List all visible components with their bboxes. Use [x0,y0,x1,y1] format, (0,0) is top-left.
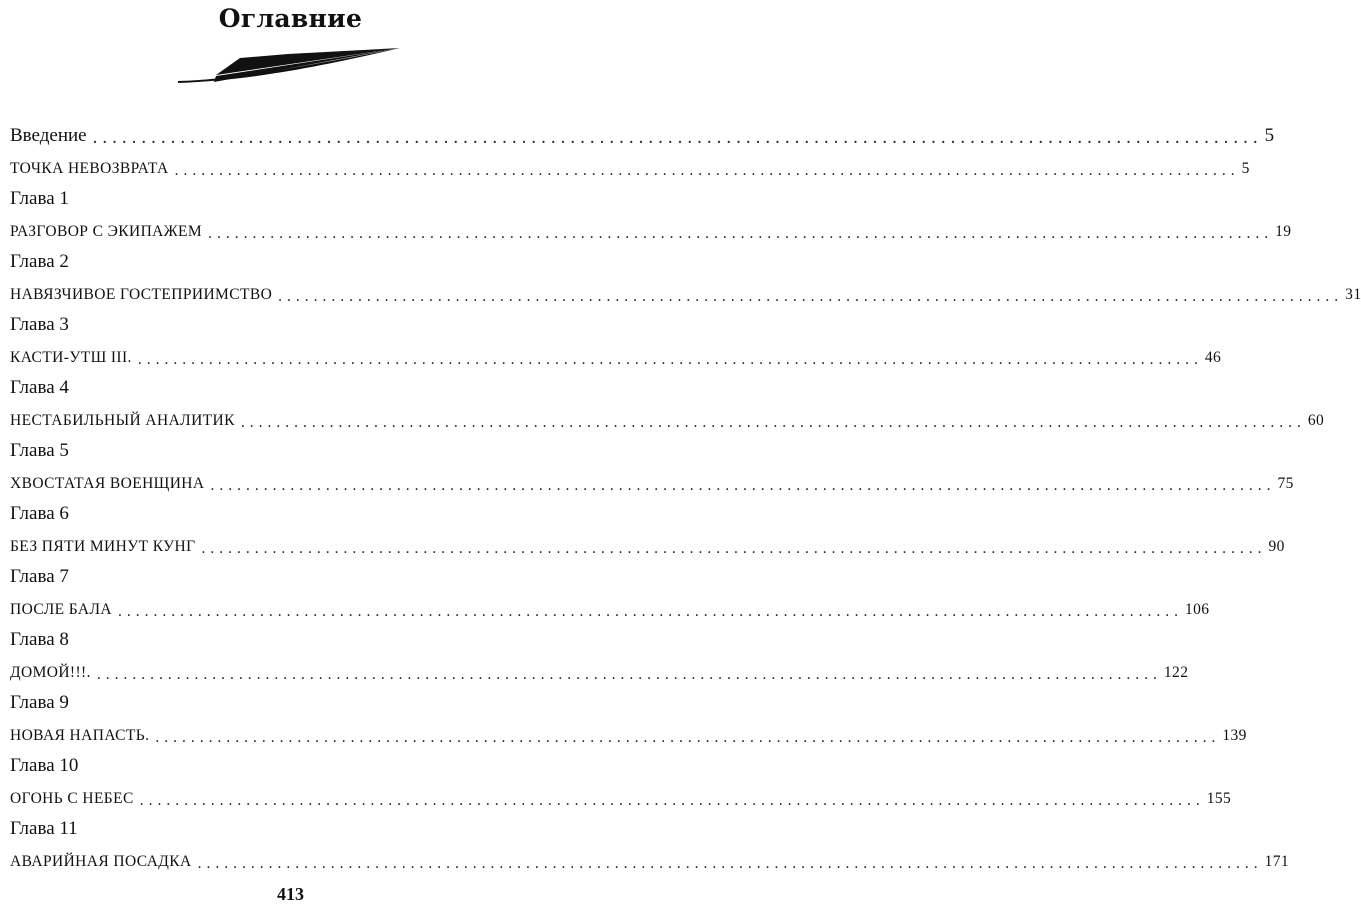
toc-entry-page: 5 [1264,124,1275,146]
toc-entry-title: Глава 7 [10,565,69,587]
toc-entry-page: 122 [1163,664,1189,681]
toc-entry-title: БЕЗ ПЯТИ МИНУТ КУНГ [10,538,196,555]
toc-entry-title: ПОСЛЕ БАЛА [10,601,112,618]
toc-entry-title: Глава 4 [10,376,69,398]
toc-chapter-entry [10,622,571,654]
toc-section-entry [10,276,1361,308]
table-of-contents [10,118,1361,874]
dot-leader: ........................................................................................................................ [139,791,1205,809]
toc-chapter-entry [10,181,571,213]
toc-section-entry [10,528,1285,560]
toc-entry-page: 19 [1275,223,1292,240]
toc-entry-title: ДОМОЙ!!!. [10,664,91,681]
toc-chapter-entry [10,559,571,591]
dot-leader: ........................................................................................................................ [197,854,1263,872]
dot-leader: ........................................................................................................................ [210,476,1276,494]
toc-entry-page: 155 [1206,790,1232,807]
toc-entry-title: Глава 1 [10,187,69,209]
arrow-flourish-icon [176,44,402,86]
toc-chapter-entry [10,685,571,717]
toc-section-entry [10,402,1325,434]
toc-entry-title: КАСТИ-УТШ III. [10,349,132,366]
toc-entry-page: 139 [1222,727,1247,744]
toc-chapter-entry [10,118,1275,150]
dot-leader: ........................................................................................................................ [92,126,1263,148]
toc-entry-page: 5 [1241,160,1250,177]
dot-leader: ........................................................................................................................ [174,161,1240,179]
toc-entry-page: 31 [1345,286,1361,303]
toc-entry-title: Введение [10,124,87,146]
toc-section-entry [10,843,1290,875]
toc-chapter-entry [10,811,571,843]
toc-entry-title: АВАРИЙНАЯ ПОСАДКА [10,853,192,870]
dot-leader: ........................................................................................................................ [117,602,1183,620]
dot-leader: ........................................................................................................................ [278,287,1344,305]
toc-chapter-entry [10,307,571,339]
toc-entry-page: 46 [1204,349,1222,366]
toc-entry-title: НОВАЯ НАПАСТЬ. [10,727,150,744]
toc-entry-title: НЕСТАБИЛЬНЫЙ АНАЛИТИК [10,412,235,429]
toc-section-entry [10,780,1232,812]
page-number: 413 [277,884,304,904]
toc-entry-title: Глава 8 [10,628,69,650]
toc-section-entry [10,465,1294,497]
toc-entry-page: 60 [1307,412,1325,429]
toc-entry-title: ХВОСТАТАЯ ВОЕНЩИНА [10,475,205,492]
toc-entry-page: 106 [1184,601,1210,618]
toc-section-entry [10,654,1189,686]
toc-chapter-entry [10,370,571,402]
toc-entry-page: 171 [1264,853,1290,870]
toc-entry-title: Глава 11 [10,817,78,839]
toc-section-entry [10,339,1222,371]
toc-entry-title: Глава 2 [10,250,69,272]
toc-section-entry [10,213,1292,245]
dot-leader: ........................................................................................................................ [137,350,1203,368]
toc-chapter-entry [10,496,571,528]
toc-section-entry [10,717,1247,749]
toc-entry-title: НАВЯЗЧИВОЕ ГОСТЕПРИИМСТВО [10,286,273,303]
toc-section-entry [10,591,1210,623]
toc-chapter-entry [10,748,571,780]
toc-entry-title: Глава 10 [10,754,79,776]
toc-entry-title: ТОЧКА НЕВОЗВРАТА [10,160,169,177]
toc-entry-title: Глава 5 [10,439,69,461]
toc-section-entry [10,150,1250,182]
toc-chapter-entry [10,433,571,465]
toc-entry-page: 75 [1277,475,1294,492]
toc-entry-title: Глава 3 [10,313,69,335]
toc-entry-page: 90 [1268,538,1285,555]
toc-entry-title: ОГОНЬ С НЕБЕС [10,790,134,807]
dot-leader: ........................................................................................................................ [96,665,1162,683]
dot-leader: ........................................................................................................................ [201,539,1267,557]
toc-entry-title: РАЗГОВОР С ЭКИПАЖЕМ [10,223,203,240]
dot-leader: ........................................................................................................................ [155,728,1221,746]
page-title: Оглавние [218,4,363,33]
toc-chapter-entry [10,244,571,276]
dot-leader: ........................................................................................................................ [240,413,1306,431]
dot-leader: ........................................................................................................................ [208,224,1274,242]
toc-entry-title: Глава 6 [10,502,69,524]
toc-entry-title: Глава 9 [10,691,69,713]
